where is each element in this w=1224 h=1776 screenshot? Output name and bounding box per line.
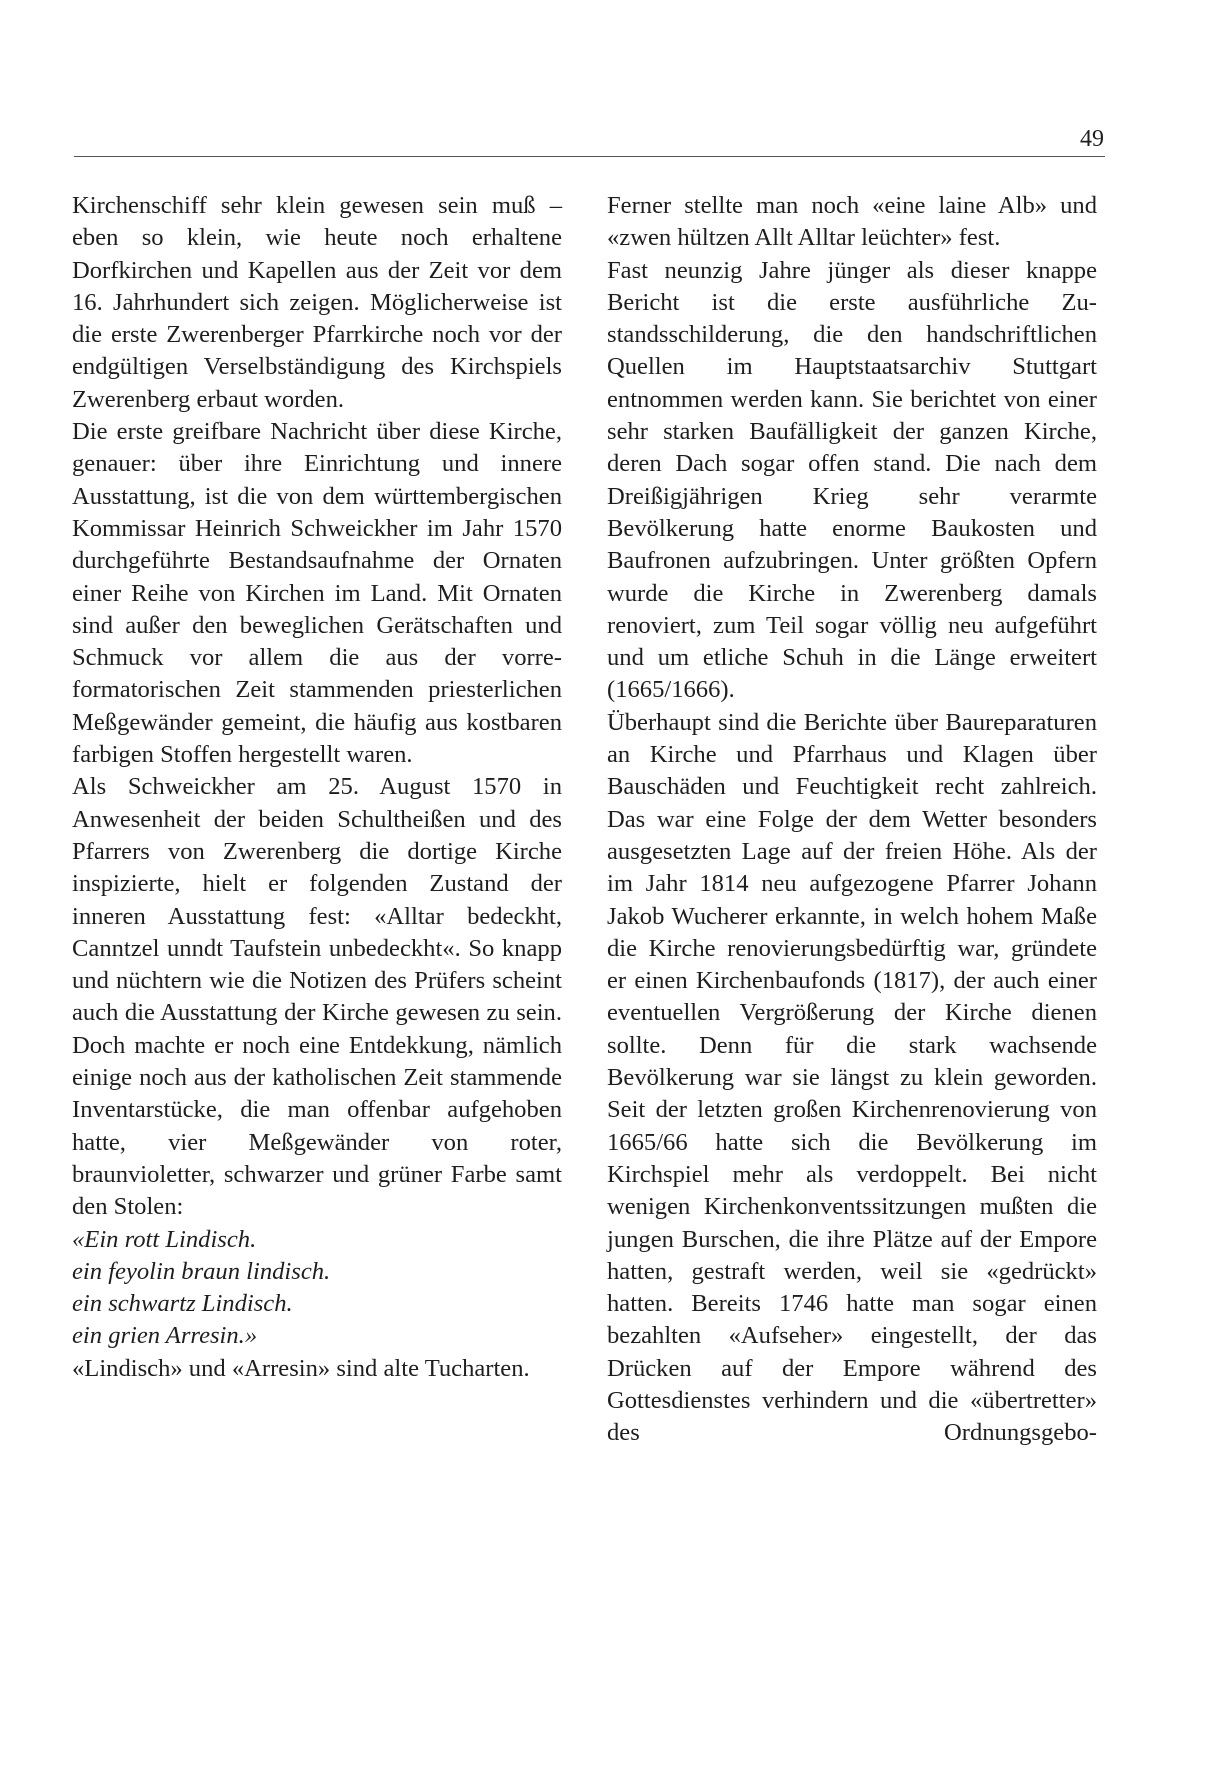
paragraph: Fast neunzig Jahre jünger als dieser knappe Bericht ist die erste ausführliche Zustandsschilderung, die den handschriftlichen Quellen im Hauptstaatsarchiv Stuttgart entnommen werden kann. Sie berichtet von einer sehr starken Baufälligkeit der ganzen Kirche, deren Dach sogar offen stand. Die nach dem Dreißigjährigen Krieg sehr verarmte Bevölkerung hatte enorme Baukosten und Baufronen aufzubringen. Unter größten Opfern wurde die Kirche in Zwerenberg damals renoviert, zum Teil sogar völlig neu aufgeführt und um etliche Schuh in die Länge erweitert (1665/1666). (607, 256, 1097, 704)
quote-line: «Ein rott Lindisch. (72, 1225, 257, 1253)
paragraph: Als Schweickher am 25. August 1570 in Anwesenheit der beiden Schultheißen und des Pfarrers von Zwerenberg die dortige Kirche inspizierte, hielt er folgenden Zustand der inneren Ausstattung fest: «Alltar bedeckht, Canntzel unndt Taufstein unbedeckht«. So knapp und nüchtern wie die Notizen des Prüfers scheint auch die Ausstattung der Kirche gewesen zu sein. Doch machte er noch eine Entdekkung, nämlich einige noch aus der katholischen Zeit stammende Inventarstücke, die man offenbar aufgehoben hatte, vier Meßgewänder von roter, braunvioletter, schwarzer und grüner Farbe samt den Stolen: (72, 773, 562, 1221)
quote-line: ein grien Arresin.» (72, 1322, 258, 1350)
page-number: 49 (1080, 126, 1104, 152)
left-column (72, 190, 562, 1385)
paragraph: Die erste greifbare Nachricht über diese Kirche, genauer: über ihre Einrichtung und innere Ausstattung, ist die von dem württembergischen Kommissar Heinrich Schweickher im Jahr 1570 durchgeführte Bestandsaufnahme der Ornaten einer Reihe von Kirchen im Land. Mit Ornaten sind außer den beweglichen Gerätschaften und Schmuck vor allem die aus der vorreformatorischen Zeit stammenden priesterlichen Meßgewänder gemeint, die häufig aus kostbaren farbigen Stoffen hergestellt waren. (72, 418, 562, 769)
quote-line: ein schwartz Lindisch. (72, 1290, 293, 1318)
right-column (607, 190, 1097, 1450)
paragraph: Kirchenschiff sehr klein gewesen sein muß – eben so klein, wie heute noch erhaltene Dorfkirchen und Kapellen aus der Zeit vor dem 16. Jahrhundert sich zeigen. Möglicherweise ist die erste Zwerenberger Pfarrkirche noch vor der endgültigen Verselbständigung des Kirchspiels Zwerenberg erbaut worden. (72, 192, 562, 413)
paragraph: Ferner stellte man noch «eine laine Alb» und «zwen hültzen Allt Alltar leüchter» fest. (607, 192, 1097, 252)
paragraph: Überhaupt sind die Berichte über Baureparaturen an Kirche und Pfarrhaus und Klagen über Bauschäden und Feuchtigkeit recht zahlreich. Das war eine Folge der dem Wetter besonders ausgesetzten Lage auf der freien Höhe. Als der im Jahr 1814 neu aufgezogene Pfarrer Johann Jakob Wucherer erkannte, in welch hohem Maße die Kirche renovierungsbedürftig war, gründete er einen Kirchenbaufonds (1817), der auch einer eventuellen Vergrößerung der Kirche dienen sollte. Denn für die stark wachsende Bevölkerung war sie längst zu klein geworden. Seit der letzten großen Kirchenrenovierung von 1665/66 hatte sich die Bevölkerung im Kirchspiel mehr als verdoppelt. Bei nicht wenigen Kirchenkonventssitzungen mußten die jungen Burschen, die ihre Plätze auf der Empore hatten, gestraft werden, weil sie «gedrückt» hatten. Bereits 1746 hatte man sogar einen bezahlten «Aufseher» eingestellt, der das Drücken auf der Empore während des Gottesdienstes verhindern und die «übertretter» des Ordnungsgebo- (607, 708, 1097, 1447)
header-rule (74, 156, 1105, 157)
paragraph: «Lindisch» und «Arresin» sind alte Tucharten. (72, 1354, 530, 1382)
quote-line: ein feyolin braun lindisch. (72, 1257, 331, 1285)
